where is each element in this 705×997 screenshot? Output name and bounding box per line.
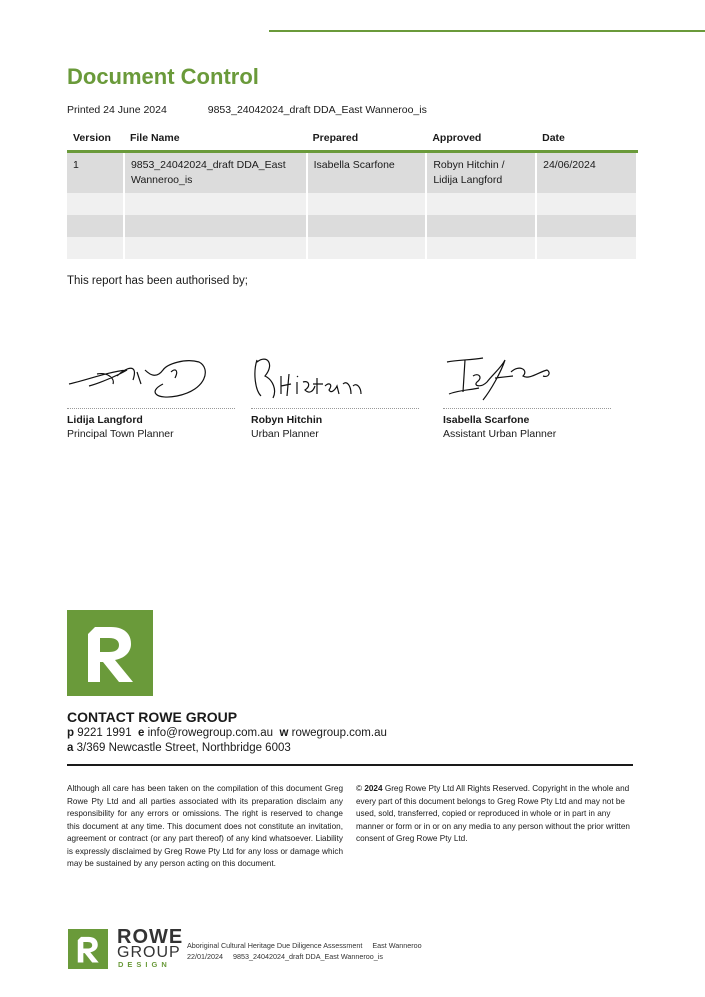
printed-date: Printed 24 June 2024: [67, 104, 167, 116]
page-title: Document Control: [67, 64, 259, 89]
header-date: Date: [536, 129, 637, 151]
authorised-statement: This report has been authorised by;: [67, 275, 248, 287]
table-row-empty: [67, 215, 637, 237]
web-link[interactable]: rowegroup.com.au: [291, 727, 387, 739]
phone-label: p: [67, 727, 75, 739]
signatory-role: Urban Planner: [251, 428, 319, 440]
phone-number[interactable]: 9221 1991: [77, 727, 132, 739]
footer-line-2: [187, 952, 383, 961]
rowe-r-icon: [68, 929, 108, 969]
rowe-logo: [67, 610, 153, 696]
footer-line-1: [187, 941, 422, 950]
document-control-table: [67, 129, 638, 259]
email-link[interactable]: info@rowegroup.com.au: [147, 727, 274, 739]
signature-image: [443, 350, 593, 402]
table-row-empty: [67, 237, 637, 259]
signatory-block-2: [251, 350, 421, 440]
address: 3/369 Newcastle Street, Northbridge 6003: [76, 742, 291, 754]
signatory-name: Lidija Langford: [67, 414, 143, 426]
header-version: Version: [67, 129, 124, 151]
signatory-block-3: [443, 350, 613, 440]
signatory-role: Principal Town Planner: [67, 428, 174, 440]
signature-image: [251, 350, 401, 402]
signature-image: [67, 350, 217, 402]
signatory-name: Isabella Scarfone: [443, 414, 530, 426]
address-label: a: [67, 742, 74, 754]
contact-line-1: [67, 727, 387, 739]
header-approved: Approved: [426, 129, 536, 151]
copyright-body: Greg Rowe Pty Ltd All Rights Reserved. Copyright in the whole and every part of this document belongs to Greg Rowe Pty Ltd and may not be used, sold, transferred, copied or reproduced in whole or in part in any manner or form or in or on any media to any person without the prior written consent of Greg Rowe Pty Ltd.: [356, 784, 630, 843]
contact-heading: CONTACT ROWE GROUP: [67, 709, 238, 725]
cell-prepared: Isabella Scarfone: [307, 151, 427, 193]
table-header-row: [67, 129, 637, 151]
contact-divider: [67, 764, 633, 766]
table-row: [67, 151, 637, 193]
copyright-year: 2024: [364, 784, 383, 793]
signatory-role: Assistant Urban Planner: [443, 428, 557, 440]
footer-brand-rowe: ROWE: [117, 926, 184, 948]
header-file-name: File Name: [124, 129, 307, 151]
footer-filename: 9853_24042024_draft DDA_East Wanneroo_is: [232, 952, 383, 961]
contact-line-2: [67, 742, 291, 754]
footer-brand-group: GROUP: [117, 944, 181, 961]
signature-line: [443, 408, 611, 409]
top-accent-rule: [269, 30, 705, 32]
signature-line: [67, 408, 235, 409]
disclaimer-text: Although all care has been taken on the compilation of this document Greg Rowe Pty Ltd and all parties associated with its preparation disclaim any responsibility for any errors or omissions. The right is reserved to change this document at any time. This document does not constitute an invitation, agreement or contract (or any part thereof) of any kind whatsoever. Liability is expressly disclaimed by Greg Rowe Pty Ltd for any loss or damage which may be sustained by any person acting on this document.: [67, 784, 343, 868]
copyright-text: [356, 783, 632, 846]
footer-brand-design: DESIGN: [118, 960, 171, 969]
cell-approved: Robyn Hitchin / Lidija Langford: [426, 151, 536, 193]
email-label: e: [138, 727, 145, 739]
footer-logo: [68, 929, 108, 969]
signature-line: [251, 408, 419, 409]
cell-date: 24/06/2024: [536, 151, 637, 193]
document-filename: 9853_24042024_draft DDA_East Wanneroo_is: [207, 104, 427, 116]
cell-version: 1: [67, 151, 124, 193]
cell-file-name: 9853_24042024_draft DDA_East Wanneroo_is: [124, 151, 307, 193]
footer-date: 22/01/2024: [187, 952, 223, 961]
footer-location: East Wanneroo: [372, 941, 422, 950]
copyright-symbol: ©: [356, 784, 363, 793]
header-prepared: Prepared: [307, 129, 427, 151]
signatory-name: Robyn Hitchin: [251, 414, 323, 426]
table-row-empty: [67, 193, 637, 215]
document-meta: [67, 104, 427, 116]
signatory-block-1: [67, 350, 237, 440]
rowe-r-icon: [67, 610, 153, 696]
web-label: w: [279, 727, 289, 739]
footer-doc-title: Aboriginal Cultural Heritage Due Diligence Assessment: [187, 941, 363, 950]
